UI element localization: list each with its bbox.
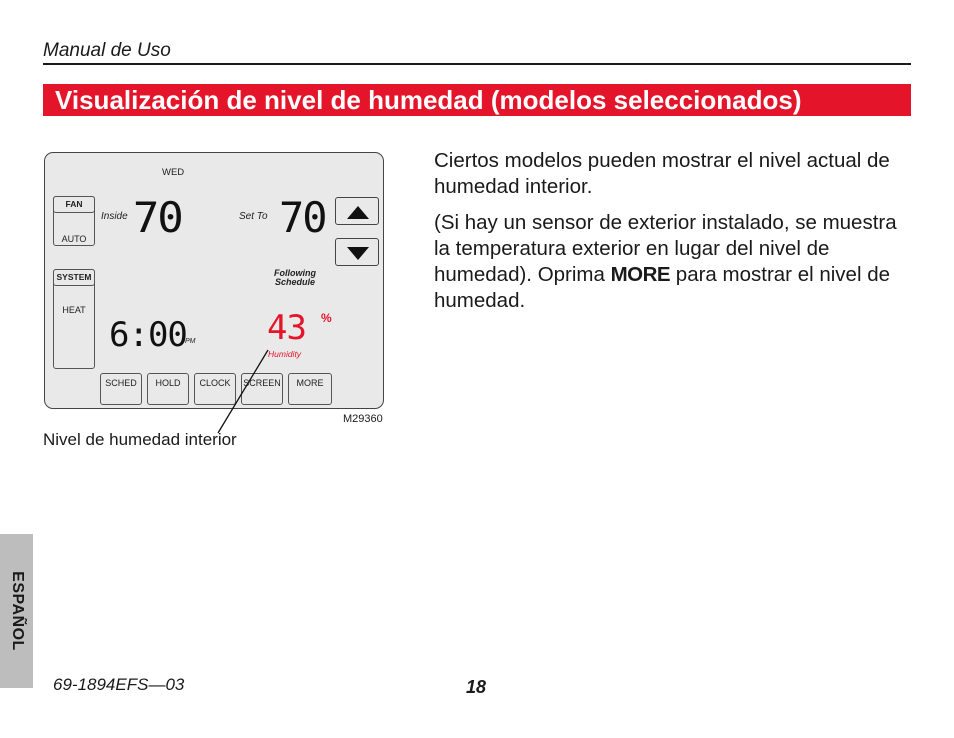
humidity-label: Humidity (268, 349, 302, 359)
model-code: M29360 (343, 413, 383, 425)
manual-title: Manual de Uso (43, 40, 171, 61)
paragraph-2-after: para mostrar el nivel de humedad. (434, 263, 891, 312)
ampm-label: PM (185, 338, 196, 345)
set-to-temperature: 70 (279, 193, 326, 242)
paragraph-1: Ciertos modelos pueden mostrar el nivel actual de humedad interior. (434, 149, 890, 198)
clock-time: 6:00 (109, 315, 187, 355)
system-value: HEAT (62, 305, 86, 315)
set-to-label: Set To (239, 211, 268, 222)
body-text (434, 148, 914, 324)
fan-label: FAN (53, 196, 95, 213)
humidity-unit: % (321, 311, 332, 325)
inside-temperature: 70 (132, 193, 182, 242)
figure-caption: Nivel de humedad interior (43, 430, 237, 449)
sched-button[interactable]: SCHED (100, 373, 142, 405)
document-number: 69-1894EFS—03 (53, 675, 185, 694)
screen-button[interactable]: SCREEN (241, 373, 283, 405)
system-label: SYSTEM (53, 269, 95, 286)
following-line-2: Schedule (274, 277, 315, 287)
fan-value: AUTO (61, 234, 87, 244)
following-line-1: Following (274, 268, 316, 278)
hold-button[interactable]: HOLD (147, 373, 189, 405)
page-number: 18 (466, 677, 487, 697)
more-keyword: MORE (610, 263, 671, 286)
paragraph-2-before: (Si hay un sensor de exterior instalado, se muestra la temperatura exterior en lugar del nivel de humedad). Oprima (434, 211, 897, 286)
day-label: WED (162, 167, 185, 178)
language-label: ESPAÑOL (8, 571, 26, 651)
clock-button[interactable]: CLOCK (194, 373, 236, 405)
section-banner: Visualización de nivel de humedad (modelos seleccionados) (43, 84, 911, 116)
humidity-value: 43 (267, 308, 306, 348)
more-button[interactable]: MORE (288, 373, 332, 405)
inside-label: Inside (101, 211, 128, 222)
language-side-tab (0, 534, 33, 688)
paragraph-2 (434, 210, 914, 314)
